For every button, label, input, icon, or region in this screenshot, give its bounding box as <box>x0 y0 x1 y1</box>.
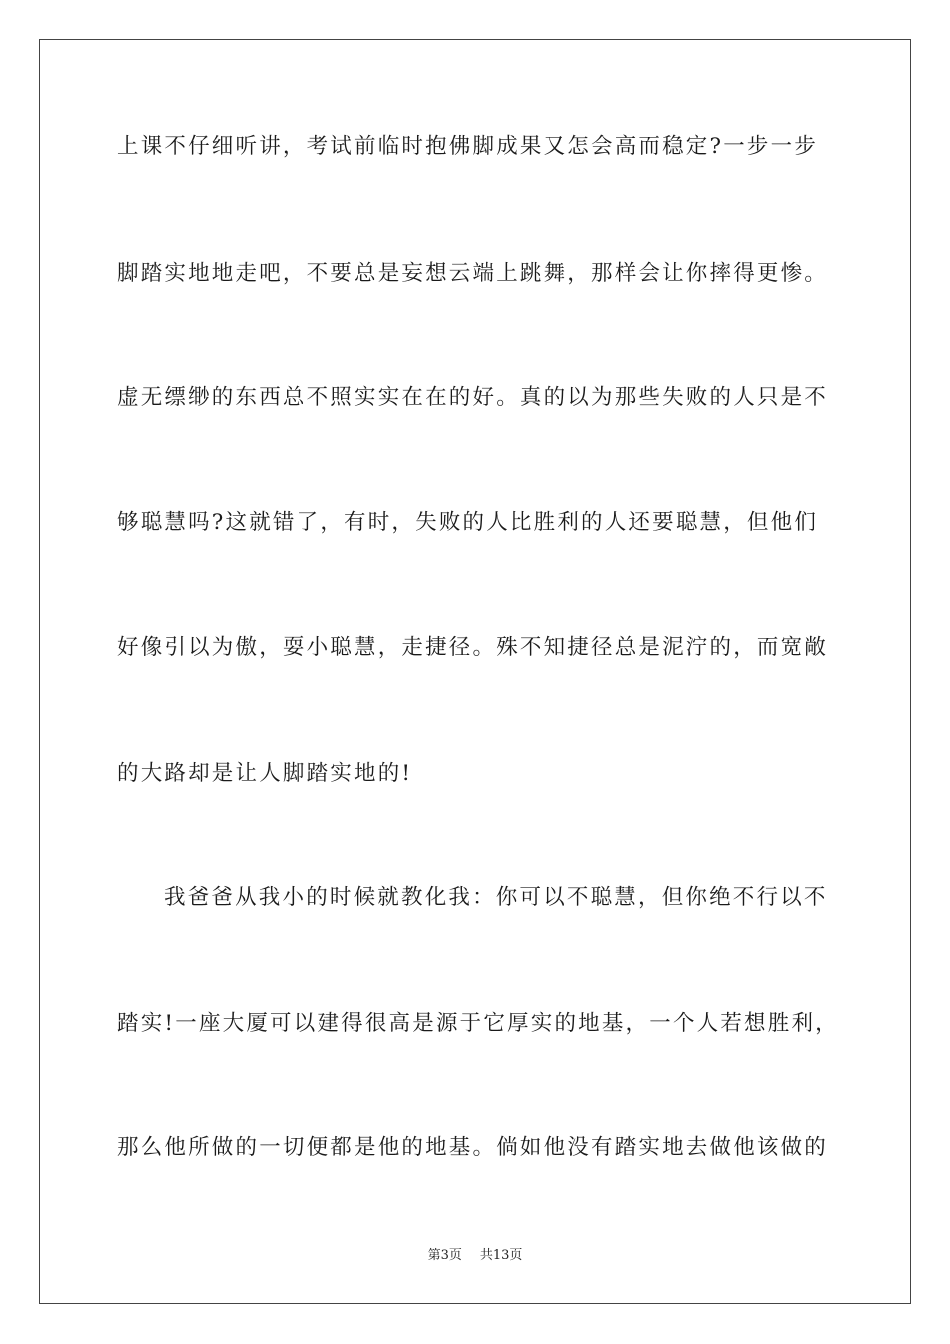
text-line: 虚无缥缈的东西总不照实实在在的好。真的以为那些失败的人只是不 <box>117 385 829 410</box>
text-line-indented: 我爸爸从我小的时候就教化我：你可以不聪慧，但你绝不行以不 <box>164 885 828 910</box>
text-line: 脚踏实地地走吧，不要总是妄想云端上跳舞，那样会让你摔得更惨。 <box>117 261 829 286</box>
text-line: 那么他所做的一切便都是他的地基。倘如他没有踏实地去做他该做的 <box>117 1135 829 1160</box>
text-line: 上课不仔细听讲，考试前临时抱佛脚成果又怎会高而稳定?一步一步 <box>117 134 819 159</box>
text-line: 够聪慧吗?这就错了，有时，失败的人比胜利的人还要聪慧，但他们 <box>117 510 819 535</box>
page-footer <box>0 1247 950 1265</box>
text-line: 好像引以为傲，耍小聪慧，走捷径。殊不知捷径总是泥泞的，而宽敞 <box>117 635 829 660</box>
text-line: 踏实!一座大厦可以建得很高是源于它厚实的地基，一个人若想胜利， <box>117 1011 839 1036</box>
page-border <box>39 39 911 1304</box>
page-number-total: 共13页 <box>479 1248 523 1263</box>
text-line: 的大路却是让人脚踏实地的! <box>117 761 413 786</box>
page-number-current: 第3页 <box>427 1248 462 1263</box>
